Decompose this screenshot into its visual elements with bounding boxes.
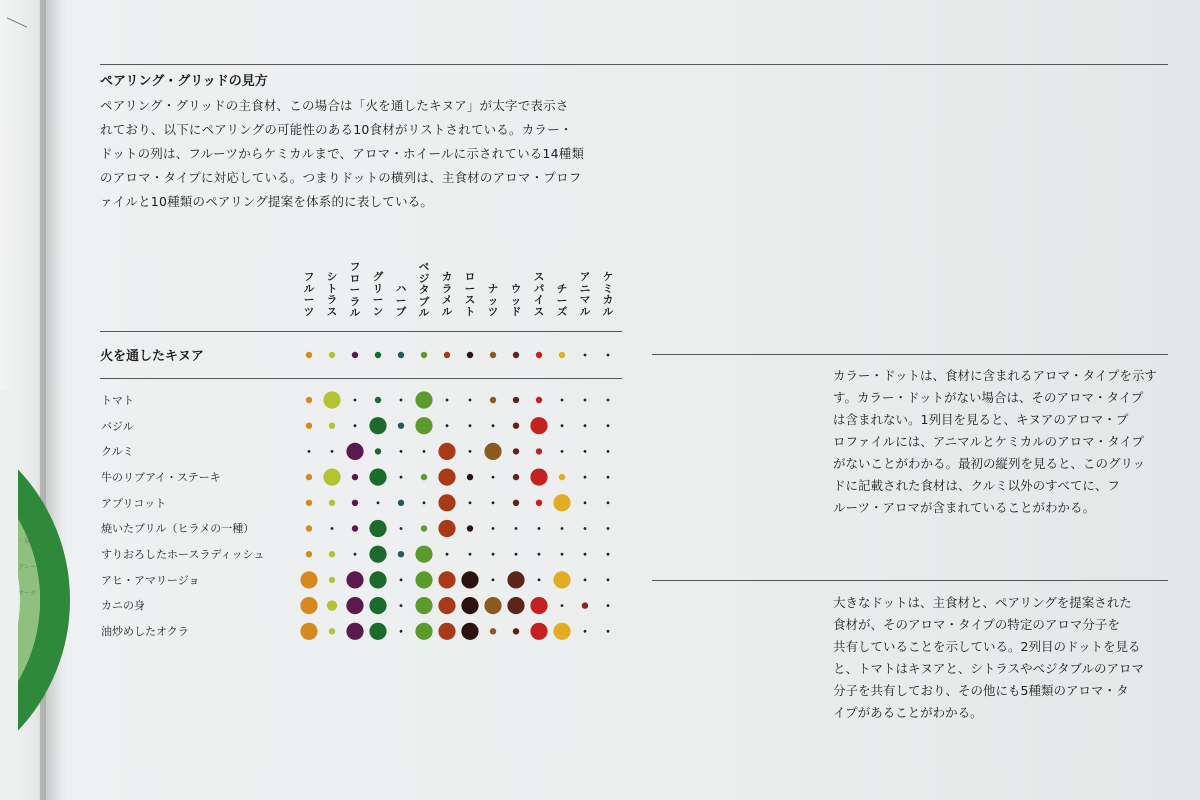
aroma-dot bbox=[607, 527, 610, 530]
main-aroma-dot bbox=[467, 352, 473, 358]
aroma-dot bbox=[323, 469, 340, 486]
aroma-dot bbox=[446, 553, 449, 556]
column-header: カラメル bbox=[441, 271, 453, 318]
aroma-dot bbox=[492, 424, 495, 427]
aroma-dot bbox=[369, 520, 386, 537]
note-line: 食材が、そのアロマ・タイプの特定のアロマ分子を bbox=[833, 617, 1120, 632]
aroma-dot bbox=[469, 501, 472, 504]
aroma-dot bbox=[438, 571, 455, 588]
aroma-dot bbox=[513, 423, 519, 429]
column-header: グリーン bbox=[372, 271, 384, 318]
aroma-dot bbox=[492, 579, 495, 582]
aroma-dot bbox=[354, 553, 357, 556]
intro-line: ァイルと10種類のペアリング提案を体系的に表している。 bbox=[100, 194, 434, 209]
main-ingredient-label: 火を通したキヌア bbox=[100, 349, 204, 364]
aroma-dot bbox=[306, 423, 312, 429]
intro-line: れており、以下にペアリングの可能性のある10食材がリストされている。カラー・ bbox=[100, 122, 573, 137]
aroma-dot bbox=[559, 474, 565, 480]
aroma-dot bbox=[513, 628, 519, 634]
aroma-dot bbox=[584, 501, 587, 504]
aroma-dot bbox=[561, 424, 564, 427]
aroma-dot bbox=[369, 623, 386, 640]
intro-line: ペアリング・グリッドの主食材、この場合は「火を通したキヌア」が太字で表示さ bbox=[100, 98, 569, 113]
aroma-dot bbox=[415, 597, 432, 614]
aroma-dot bbox=[400, 450, 403, 453]
aroma-dot bbox=[584, 527, 587, 530]
aroma-dot bbox=[607, 604, 610, 607]
aroma-dot bbox=[607, 450, 610, 453]
aroma-dot bbox=[346, 623, 363, 640]
ingredient-label: 焼いたブリル（ヒラメの一種） bbox=[101, 522, 255, 535]
note-line: す。カラー・ドットがない場合は、そのアロマ・タイプ bbox=[833, 390, 1144, 405]
main-aroma-dot bbox=[444, 352, 450, 358]
aroma-dot bbox=[469, 424, 472, 427]
aroma-dot bbox=[438, 494, 455, 511]
aroma-dot bbox=[400, 579, 403, 582]
aroma-dot bbox=[308, 450, 311, 453]
aroma-dot bbox=[400, 604, 403, 607]
aroma-dot bbox=[515, 553, 518, 556]
main-aroma-dot bbox=[584, 354, 587, 357]
main-aroma-dot bbox=[398, 352, 404, 358]
ingredient-label: トマト bbox=[101, 394, 134, 407]
note-line: イプがあることがわかる。 bbox=[833, 705, 983, 720]
aroma-dot bbox=[415, 417, 432, 434]
aroma-dot bbox=[323, 391, 340, 408]
aroma-dot bbox=[300, 597, 317, 614]
aroma-dot bbox=[400, 630, 403, 633]
column-header: ウッド bbox=[510, 283, 522, 318]
aroma-dot bbox=[375, 397, 381, 403]
aroma-dot bbox=[300, 571, 317, 588]
aroma-dot bbox=[369, 546, 386, 563]
aroma-dot bbox=[400, 476, 403, 479]
aroma-dot bbox=[536, 448, 542, 454]
aroma-dot bbox=[513, 397, 519, 403]
aroma-dot bbox=[461, 597, 478, 614]
column-header: フルーツ bbox=[303, 271, 315, 318]
aroma-dot bbox=[515, 527, 518, 530]
aroma-dot bbox=[513, 500, 519, 506]
aroma-dot bbox=[607, 399, 610, 402]
aroma-dot bbox=[329, 628, 335, 634]
aroma-dot bbox=[492, 501, 495, 504]
note-line: ドに記載された食材は、クルミ以外のすべてに、フ bbox=[833, 478, 1120, 493]
explanation-note-dots bbox=[833, 365, 1173, 519]
aroma-dot bbox=[306, 500, 312, 506]
aroma-dot bbox=[415, 391, 432, 408]
aroma-dot bbox=[438, 443, 455, 460]
aroma-dot bbox=[607, 553, 610, 556]
aroma-dot bbox=[369, 597, 386, 614]
aroma-dot bbox=[584, 399, 587, 402]
aroma-dot bbox=[421, 525, 427, 531]
aroma-dot bbox=[513, 448, 519, 454]
aroma-dot bbox=[536, 397, 542, 403]
aroma-dot bbox=[461, 623, 478, 640]
ingredient-label: すりおろしたホースラディッシュ bbox=[101, 548, 265, 561]
aroma-dot-grid bbox=[0, 0, 660, 660]
note-line: がないことがわかる。最初の縦列を見ると、このグリッ bbox=[833, 456, 1146, 471]
aroma-dot bbox=[584, 476, 587, 479]
aroma-dot bbox=[329, 577, 335, 583]
column-header: ロースト bbox=[464, 271, 476, 318]
aroma-dot bbox=[300, 623, 317, 640]
aroma-dot bbox=[584, 553, 587, 556]
column-header: ハーブ bbox=[395, 283, 407, 318]
ingredient-label: アプリコット bbox=[101, 497, 167, 510]
aroma-dot bbox=[329, 551, 335, 557]
aroma-dot bbox=[306, 525, 312, 531]
aroma-dot bbox=[584, 630, 587, 633]
aroma-dot bbox=[484, 597, 501, 614]
aroma-dot bbox=[461, 571, 478, 588]
aroma-dot bbox=[400, 527, 403, 530]
column-header: シトラス bbox=[326, 271, 338, 318]
aroma-dot bbox=[329, 423, 335, 429]
aroma-dot bbox=[490, 397, 496, 403]
aroma-dot bbox=[607, 630, 610, 633]
aroma-dot bbox=[582, 602, 588, 608]
aroma-dot bbox=[354, 399, 357, 402]
left-page-mark: グレー bbox=[18, 564, 37, 571]
aroma-dot bbox=[423, 450, 426, 453]
main-aroma-dot bbox=[559, 352, 565, 358]
note-line: 共有していることを示している。2列目のドットを見る bbox=[833, 639, 1141, 654]
aroma-dot bbox=[538, 553, 541, 556]
aroma-dot bbox=[352, 474, 358, 480]
aroma-dot bbox=[306, 397, 312, 403]
aroma-dot bbox=[469, 399, 472, 402]
aroma-dot bbox=[538, 579, 541, 582]
aroma-dot bbox=[490, 628, 496, 634]
ingredient-label: クルミ bbox=[101, 445, 134, 458]
aroma-dot bbox=[306, 474, 312, 480]
aroma-dot bbox=[607, 501, 610, 504]
aroma-dot bbox=[398, 551, 404, 557]
note2-rule bbox=[652, 580, 1168, 581]
aroma-dot bbox=[553, 571, 570, 588]
note-line: 分子を共有しており、その他にも5種類のアロマ・タ bbox=[833, 683, 1129, 698]
aroma-dot bbox=[607, 424, 610, 427]
aroma-dot bbox=[352, 500, 358, 506]
main-aroma-dot bbox=[421, 352, 427, 358]
aroma-dot bbox=[369, 417, 386, 434]
note-line: ロファイルには、アニマルとケミカルのアロマ・タイプ bbox=[833, 434, 1145, 449]
ingredient-label: バジル bbox=[101, 420, 134, 433]
aroma-dot bbox=[446, 399, 449, 402]
aroma-dot bbox=[369, 469, 386, 486]
column-header: チーズ bbox=[556, 283, 568, 318]
aroma-dot bbox=[346, 443, 363, 460]
aroma-dot bbox=[438, 469, 455, 486]
column-header: フローラル bbox=[349, 261, 361, 319]
aroma-dot bbox=[492, 553, 495, 556]
aroma-dot bbox=[492, 527, 495, 530]
aroma-dot bbox=[352, 525, 358, 531]
aroma-dot bbox=[484, 443, 501, 460]
ingredient-label: 油炒めしたオクラ bbox=[101, 625, 189, 638]
aroma-dot bbox=[354, 424, 357, 427]
ingredient-label: 牛のリブアイ・ステーキ bbox=[101, 471, 221, 484]
aroma-dot bbox=[331, 450, 334, 453]
aroma-dot bbox=[513, 474, 519, 480]
ingredient-label: アヒ・アマリージョ bbox=[101, 574, 200, 587]
left-page-mark: オーガ bbox=[18, 590, 36, 597]
note-line: は含まれない。1列目を見ると、キヌアのアロマ・プ bbox=[833, 412, 1129, 427]
aroma-dot bbox=[536, 500, 542, 506]
aroma-dot bbox=[530, 623, 547, 640]
aroma-dot bbox=[507, 597, 524, 614]
column-header: スパイス bbox=[533, 271, 545, 318]
aroma-dot bbox=[398, 500, 404, 506]
aroma-dot bbox=[607, 476, 610, 479]
aroma-dot bbox=[415, 571, 432, 588]
main-aroma-dot bbox=[490, 352, 496, 358]
left-page-mark: ・量 bbox=[18, 538, 31, 545]
aroma-dot bbox=[584, 579, 587, 582]
aroma-dot bbox=[530, 597, 547, 614]
aroma-dot bbox=[553, 494, 570, 511]
aroma-dot bbox=[467, 474, 473, 480]
section-title: ペアリング・グリッドの見方 bbox=[100, 74, 268, 89]
main-aroma-dot bbox=[607, 354, 610, 357]
aroma-dot bbox=[467, 525, 473, 531]
aroma-dot bbox=[584, 450, 587, 453]
main-aroma-dot bbox=[536, 352, 542, 358]
aroma-dot bbox=[415, 546, 432, 563]
aroma-dot bbox=[561, 450, 564, 453]
note-line: ルーツ・アロマが含まれていることがわかる。 bbox=[833, 500, 1096, 515]
column-header: ベジタブル bbox=[418, 261, 430, 319]
note1-rule bbox=[652, 354, 1168, 355]
main-aroma-dot bbox=[306, 352, 312, 358]
note-line: カラー・ドットは、食材に含まれるアロマ・タイプを示す bbox=[833, 368, 1157, 383]
aroma-dot bbox=[469, 553, 472, 556]
main-aroma-dot bbox=[329, 352, 335, 358]
aroma-dot bbox=[553, 623, 570, 640]
note-line: と、トマトはキヌアと、シトラスやベジタブルのアロマ bbox=[833, 661, 1145, 676]
intro-line: ドットの列は、フルーツからケミカルまで、アロマ・ホイールに示されている14種類 bbox=[100, 146, 585, 161]
aroma-dot bbox=[469, 450, 472, 453]
note-line: 大きなドットは、主食材と、ペアリングを提案された bbox=[833, 595, 1132, 610]
aroma-dot bbox=[561, 553, 564, 556]
aroma-dot bbox=[446, 424, 449, 427]
aroma-dot bbox=[584, 424, 587, 427]
main-aroma-dot bbox=[375, 352, 381, 358]
aroma-dot bbox=[438, 623, 455, 640]
aroma-dot bbox=[507, 571, 524, 588]
aroma-dot bbox=[423, 501, 426, 504]
column-header: ケミカル bbox=[602, 271, 614, 318]
aroma-dot bbox=[375, 448, 381, 454]
aroma-dot bbox=[421, 474, 427, 480]
aroma-dot bbox=[377, 501, 380, 504]
aroma-dot bbox=[561, 604, 564, 607]
main-aroma-dot bbox=[352, 352, 358, 358]
aroma-dot bbox=[415, 623, 432, 640]
aroma-dot bbox=[306, 551, 312, 557]
aroma-dot bbox=[400, 399, 403, 402]
column-header: ナッツ bbox=[487, 283, 499, 318]
aroma-dot bbox=[331, 527, 334, 530]
aroma-dot bbox=[438, 597, 455, 614]
aroma-dot bbox=[607, 579, 610, 582]
ingredient-label: カニの身 bbox=[101, 599, 145, 612]
aroma-dot bbox=[438, 520, 455, 537]
aroma-dot bbox=[530, 417, 547, 434]
column-header: アニマル bbox=[579, 271, 591, 318]
main-aroma-dot bbox=[513, 352, 519, 358]
aroma-dot bbox=[561, 527, 564, 530]
aroma-dot bbox=[538, 527, 541, 530]
aroma-dot bbox=[492, 476, 495, 479]
aroma-dot bbox=[561, 399, 564, 402]
aroma-dot bbox=[398, 423, 404, 429]
aroma-dot bbox=[369, 571, 386, 588]
aroma-dot bbox=[530, 469, 547, 486]
explanation-note-large-dots bbox=[833, 592, 1173, 724]
aroma-dot bbox=[346, 597, 363, 614]
aroma-dot bbox=[329, 500, 335, 506]
intro-line: のアロマ・タイプに対応している。つまりドットの横列は、主食材のアロマ・プロフ bbox=[100, 170, 582, 185]
aroma-dot bbox=[346, 571, 363, 588]
aroma-dot bbox=[327, 600, 337, 610]
